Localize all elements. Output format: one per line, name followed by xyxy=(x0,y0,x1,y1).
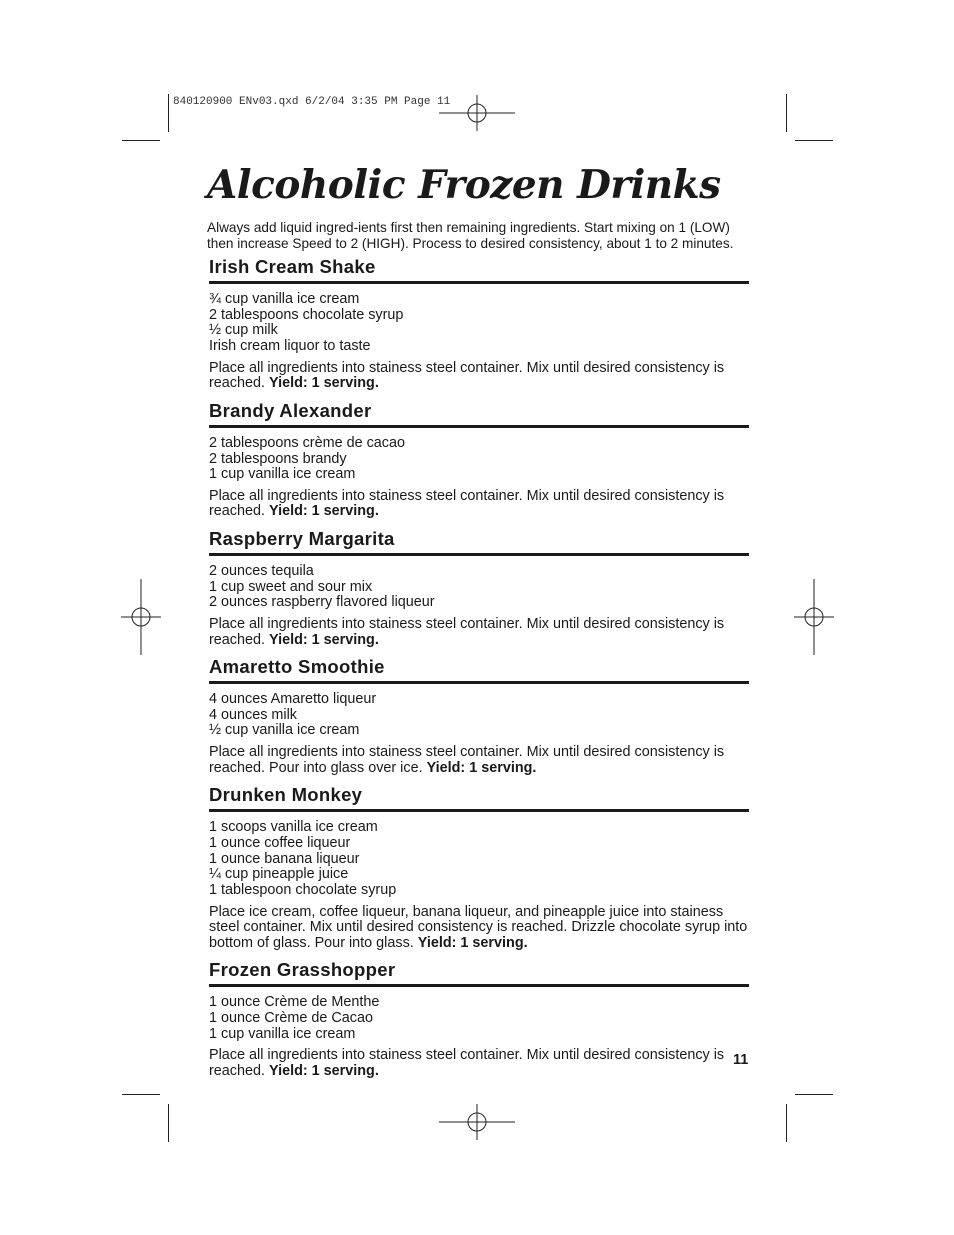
yield-text: Yield: 1 serving. xyxy=(426,759,537,776)
yield-text: Yield: 1 serving. xyxy=(269,375,379,392)
crop-mark-icon xyxy=(168,94,169,132)
recipe-directions xyxy=(209,1048,749,1079)
crop-mark-icon xyxy=(122,140,160,141)
intro-text: Always add liquid ingred-ients first then remaining ingredients. Start mixing on 1 (LOW) then increase Speed to 2 (HIGH). Process to desired consistency, about 1 to 2 minutes. xyxy=(207,220,734,251)
yield-text: Yield: 1 serving. xyxy=(417,934,528,951)
ingredient-item: ¾ cup vanilla ice cream xyxy=(209,291,360,307)
ingredient-item: 1 ounce coffee liqueur xyxy=(209,834,351,851)
directions-text: Place all ingredients into stainess steel container. Mix until desired consistency is reached. Pour into glass over ice. xyxy=(209,744,725,776)
directions-text: Place all ingredients into stainess steel container. Mix until desired consistency is reached. xyxy=(209,359,725,392)
recipe-title: Amaretto Smoothie xyxy=(209,656,749,684)
yield-text: Yield: 1 serving. xyxy=(269,1062,379,1079)
ingredient-item: 2 ounces tequila xyxy=(209,562,314,579)
recipe-section xyxy=(207,784,749,951)
ingredient-item: ½ cup milk xyxy=(209,322,278,339)
ingredient-item: ½ cup vanilla ice cream xyxy=(209,722,360,739)
ingredient-item: 1 ounce Crème de Menthe xyxy=(209,994,380,1011)
ingredient-item: 2 tablespoons brandy xyxy=(209,450,347,467)
registration-crosshair-icon xyxy=(103,579,179,655)
ingredient-item: 1 scoops vanilla ice cream xyxy=(209,819,378,836)
ingredient-item: Irish cream liquor to taste xyxy=(209,338,371,355)
ingredient-item: 1 tablespoon chocolate syrup xyxy=(209,881,397,898)
recipe-section xyxy=(207,528,749,648)
ingredient-item: ¼ cup pineapple juice xyxy=(209,866,349,883)
recipe-list xyxy=(207,256,749,1079)
ingredient-list xyxy=(209,564,749,611)
ingredient-item: 4 ounces Amaretto liqueur xyxy=(209,691,377,708)
ingredient-item: 1 ounce banana liqueur xyxy=(209,850,360,867)
recipe-directions xyxy=(209,617,749,648)
crop-mark-icon xyxy=(786,94,787,132)
ingredient-list xyxy=(209,692,749,739)
crop-mark-icon xyxy=(795,1094,833,1095)
ingredient-item: 1 ounce Crème de Cacao xyxy=(209,1009,373,1026)
recipe-title: Frozen Grasshopper xyxy=(209,959,749,987)
ingredient-list xyxy=(209,436,749,483)
crop-mark-icon xyxy=(795,140,833,141)
yield-text: Yield: 1 serving. xyxy=(269,631,379,648)
page-number: 11 xyxy=(733,1052,749,1068)
ingredient-item: 1 cup vanilla ice cream xyxy=(209,466,356,483)
ingredient-item: 2 ounces raspberry flavored liqueur xyxy=(209,594,435,611)
ingredient-item: 2 tablespoons chocolate syrup xyxy=(209,306,404,323)
directions-text: Place all ingredients into stainess steel container. Mix until desired consistency is reached. xyxy=(209,616,725,648)
recipe-section xyxy=(207,656,749,776)
ingredient-list xyxy=(209,820,749,899)
recipe-directions xyxy=(209,489,749,520)
registration-crosshair-icon xyxy=(439,75,515,151)
printer-slug-line: 840120900 ENv03.qxd 6/2/04 3:35 PM Page 11 xyxy=(173,96,451,108)
crop-mark-icon xyxy=(786,1104,787,1142)
crop-mark-icon xyxy=(168,1104,169,1142)
ingredient-list xyxy=(209,292,749,355)
directions-text: Place ice cream, coffee liqueur, banana liqueur, and pineapple juice into stainess steel container. Mix until desired consistency is reached. Drizzle chocolate syrup into bottom of glass. Pour into glass. xyxy=(209,903,748,951)
recipe-directions xyxy=(209,745,749,776)
recipe-section xyxy=(207,256,749,392)
recipe-title: Raspberry Margarita xyxy=(209,528,749,556)
page-content xyxy=(207,160,749,1087)
ingredient-item: 4 ounces milk xyxy=(209,706,297,723)
page-title: Alcoholic Frozen Drinks xyxy=(207,162,721,208)
registration-crosshair-icon xyxy=(439,1084,515,1160)
ingredient-item: 1 cup sweet and sour mix xyxy=(209,578,373,595)
ingredient-item: 2 tablespoons crème de cacao xyxy=(209,434,405,451)
recipe-title: Irish Cream Shake xyxy=(209,256,749,284)
ingredient-list xyxy=(209,995,749,1042)
recipe-directions xyxy=(209,905,749,952)
directions-text: Place all ingredients into stainess steel container. Mix until desired consistency is reached. xyxy=(209,487,725,520)
recipe-title: Brandy Alexander xyxy=(209,400,749,428)
recipe-section xyxy=(207,400,749,520)
recipe-directions xyxy=(209,361,749,392)
yield-text: Yield: 1 serving. xyxy=(269,503,379,520)
recipe-section xyxy=(207,959,749,1079)
recipe-title: Drunken Monkey xyxy=(209,784,749,812)
registration-crosshair-icon xyxy=(776,579,852,655)
directions-text: Place all ingredients into stainess steel container. Mix until desired consistency is reached. xyxy=(209,1047,725,1079)
ingredient-item: 1 cup vanilla ice cream xyxy=(209,1025,356,1042)
crop-mark-icon xyxy=(122,1094,160,1095)
